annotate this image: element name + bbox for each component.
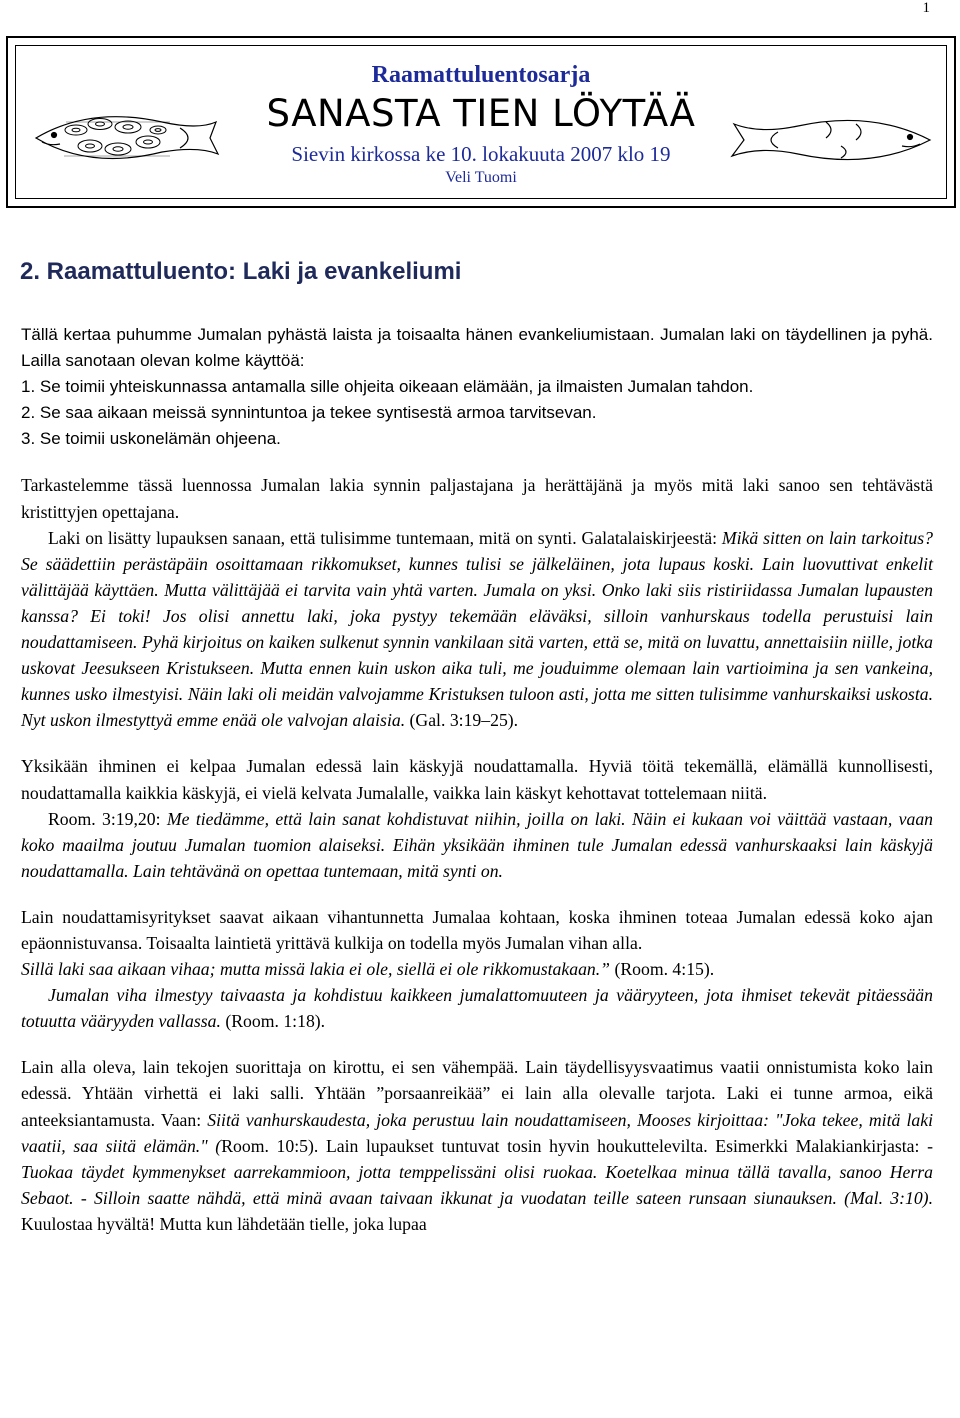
- examine-paragraph: Tarkastelemme tässä luennossa Jumalan lakia synnin paljastajana ja herättäjänä ja myös mitä laki sanoo sen tehtävästä kristittyjen opettajana.: [21, 475, 933, 522]
- use-item-2: 2. Se saa aikaan meissä synnintuntoa ja tekee syntisestä armoa tarvitsevan.: [21, 403, 597, 423]
- under-law-text-3: Kuulostaa hyvältä! Mutta kun lähdetään tielle, joka lupaa: [21, 1213, 427, 1234]
- use-item-1: 1. Se toimii yhteiskunnassa antamalla sille ohjeita oikeaan elämään, ja ilmaisten Jumalan tahdon.: [21, 377, 754, 397]
- attempts-paragraph: Lain noudattamisyritykset saavat aikaan vihantunnetta Jumalaa kohtaan, koska ihminen toteaa Jumalan edessä koko ajan epäonnistuvansa. Toisaalta laintietä yrittävä kulkija on todella myös Jumalan vihan alla.: [21, 906, 933, 953]
- romans4-paragraph: [21, 956, 933, 982]
- page-number: 1: [922, 0, 930, 16]
- lecture-heading: 2. Raamattuluento: Laki ja evankeliumi: [20, 258, 462, 285]
- under-law-text-2: Room. 10:5). Lain lupaukset tuntuvat tosin hyvin houkuttelevilta. Esimerkki Malakiankirjasta: -: [221, 1135, 933, 1156]
- series-label: Raamattuluentosarja: [371, 62, 591, 88]
- series-author: Veli Tuomi: [445, 169, 517, 186]
- intro-paragraph: Tällä kertaa puhumme Jumalan pyhästä laista ja toisaalta hänen evankeliumistaan. Jumalan laki on täydellinen ja pyhä. Lailla sanotaan olevan kolme käyttöä:: [21, 325, 933, 371]
- galatians-paragraph: [21, 525, 933, 734]
- series-subtitle: Sievin kirkossa ke 10. lokakuuta 2007 klo 19: [291, 142, 671, 166]
- romans3-paragraph: [21, 806, 933, 884]
- document-body: [21, 322, 933, 1237]
- romans4-reference: (Room. 4:15).: [610, 959, 715, 980]
- nobody-paragraph: Yksikään ihminen ei kelpaa Jumalan edessä lain käskyjä noudattamalla. Hyviä töitä tekemällä, elämällä kunnollisesti, noudattamalla kaikkia käskyjä, ei vielä kelvata Jumalalle, vaikka lain käskyt kehottavat tottelemaan niitä.: [21, 756, 933, 803]
- romans4-quote: Sillä laki saa aikaan vihaa; mutta missä lakia ei ole, siellä ei ole rikkomustakaan.”: [21, 959, 611, 980]
- header-banner: [6, 36, 956, 208]
- galatians-quote: Mikä sitten on lain tarkoitus? Se säädettiin perästäpäin osoittamaan rikkomukset, kunnes tulisi se jälkeläinen, jota lupaus koski. Lain luovuttivat enkelit välittäjää käyttäen. Mutta välittäjää ei tarvita vain yhtä varten. Jumala on yksi. Onko laki siis ristiriidassa Jumalan lupausten kanssa? Ei toki! Jos olisi annettu laki, joka pystyy tekemään eläväksi, silloin vanhurskaus todella perustuisi lain noudattamiseen. Pyhä kirjoitus on kaiken sulkenut synnin vankilaan sitä varten, että se, mitä on luvattu, annettaisiin niille, jotka uskovat Jeesukseen Kristukseen. Mutta ennen kuin uskon aika tuli, me jouduimme olemaan lain vartioimina ja sen vankeina, kunnes usko ilmestyisi. Näin laki oli meidän valvojamme Kristuksen tuloon asti, jotta me sitten tulisimme vanhurskaiksi uskosta. Nyt uskon ilmestyttyä emme enää ole valvojan alaisia.: [21, 527, 933, 731]
- galatians-lead: Laki on lisätty lupauksen sanaan, että tulisimme tuntemaan, mitä on synti. Galatalaiskirjeestä:: [48, 527, 722, 548]
- use-item-3: 3. Se toimii uskonelämän ohjeena.: [21, 429, 281, 449]
- galatians-reference: (Gal. 3:19–25).: [405, 710, 519, 731]
- under-law-text-1: Lain alla oleva, lain tekojen suorittaja on kirottu, ei sen vähempää. Lain täydellisyysvaatimus vaatii onnistumista koko lain edessä. Yhtään virhettä ei laki salli. Yhtään ”porsaanreikää” ei lain alla olevalle tarjota. Laki ei tunne armoa, eikä anteeksiantamusta. Vaan:: [21, 1057, 933, 1130]
- under-law-paragraph: [21, 1054, 933, 1237]
- romans3-quote: Me tiedämme, että lain sanat kohdistuvat niihin, joilla on laki. Näin ei kukaan voi väittää vastaan, vaan koko maailma joutuu Jumalan tuomion alaiseksi. Eihän yksikään ihminen tule Jumalan edessä vanhurskaaksi lain käskyjä noudattamalla. Lain tehtävänä on opettaa tuntemaan, mitä synti on.: [21, 808, 934, 881]
- series-title: SANASTA TIEN LÖYTÄÄ: [266, 92, 696, 135]
- romans1-reference: (Room. 1:18).: [220, 1011, 326, 1032]
- under-law-quote-1: Siitä vanhurskaudesta, joka perustuu lain noudattamiseen, Mooses kirjoittaa: "Joka tekee, mitä laki vaatii, saa siitä elämän." (: [21, 1109, 933, 1156]
- romans1-paragraph: [21, 982, 933, 1034]
- header-banner-inner-frame: [15, 45, 947, 199]
- romans3-reference: Room. 3:19,20:: [48, 808, 167, 829]
- under-law-quote-2: Tuokaa täydet kymmenykset aarrekammioon, jotta temppelissäni olisi ruokaa. Koetelkaa minua tällä tavalla, sanoo Herra Sebaot. - Silloin saatte nähdä, että minä avaan taivaan ikkunat ja vuodatan teille sateen runsaan siunauksen. (Mal. 3:10).: [21, 1161, 933, 1208]
- romans1-quote: Jumalan viha ilmestyy taivaasta ja kohdistuu kaikkeen jumalattomuuteen ja vääryyteen, jota ihmiset tekevät pitäessään totuutta vääryyden vallassa.: [21, 985, 933, 1032]
